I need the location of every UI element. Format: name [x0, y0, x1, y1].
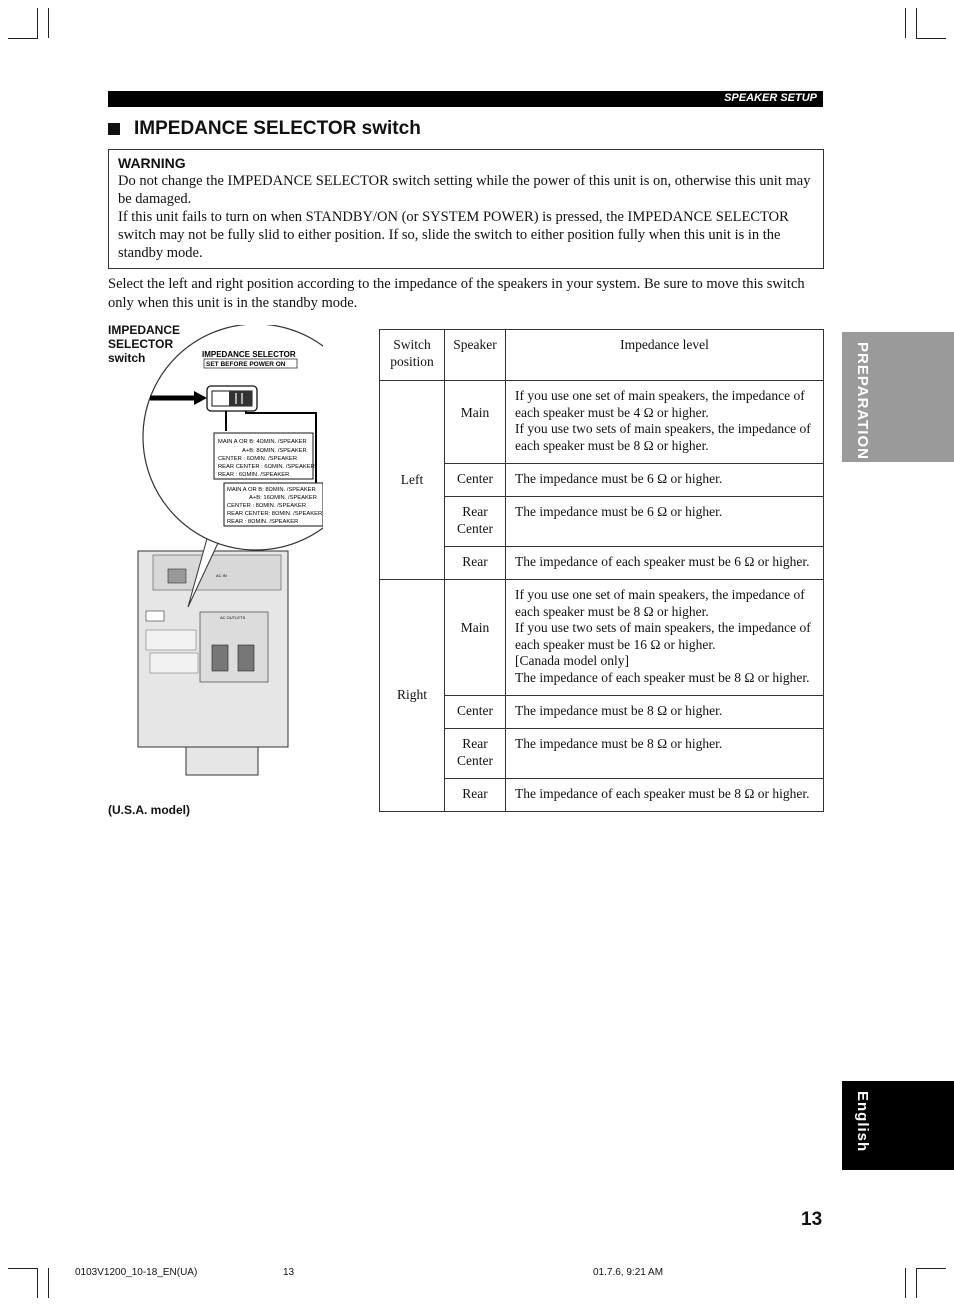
right-plate-row: CENTER : 8ΩMIN. /SPEAKER: [227, 503, 307, 509]
panel-foot: [186, 747, 258, 775]
level-cell: The impedance must be 6 Ω or higher.: [506, 497, 824, 547]
crop-mark: [916, 1268, 946, 1269]
footer-page: 13: [283, 1267, 295, 1278]
page-number: 13: [801, 1209, 823, 1230]
left-plate-row: CENTER : 6ΩMIN. /SPEAKER: [218, 456, 298, 462]
section-title: SPEAKER SETUP: [724, 92, 817, 104]
crop-mark: [8, 38, 38, 39]
crop-mark: [48, 1268, 49, 1298]
right-plate-row: MAIN A OR B: 8ΩMIN. /SPEAKER: [227, 487, 316, 493]
table-row: [380, 729, 824, 779]
level-cell: If you use one set of main speakers, the impedance of each speaker must be 8 Ω or higher. If you use two sets of main speakers, the impedance of each speaker must be 16 Ω or higher. [Canada model only] The impedance of each speaker must be 8 Ω or higher.: [506, 580, 824, 696]
left-plate-row: REAR CENTER : 6ΩMIN. /SPEAKER: [218, 464, 315, 470]
diagram-label-line: SELECTOR: [108, 337, 174, 351]
intro-paragraph: Select the left and right position according to the impedance of the speakers in your system. Be sure to move this switch only when this unit is in the standby mode.: [108, 276, 805, 311]
left-plate-row: MAIN A OR B: 4ΩMIN. /SPEAKER: [218, 439, 307, 445]
switch-slider: [229, 391, 252, 406]
impedance-switch-diagram: [108, 325, 323, 785]
level-cell: The impedance of each speaker must be 8 Ω or higher.: [506, 779, 824, 812]
level-cell: The impedance must be 6 Ω or higher.: [506, 464, 824, 497]
crop-mark: [48, 8, 49, 38]
right-plate-row: REAR : 8ΩMIN. /SPEAKER: [227, 519, 299, 525]
section-header-bar: [108, 91, 823, 107]
ac-in-label: AC IN: [216, 573, 227, 578]
crop-mark: [37, 1268, 38, 1298]
position-cell: Left: [380, 381, 445, 580]
ac-inlet-icon: [168, 569, 186, 583]
speaker-cell: Center: [445, 696, 506, 729]
speaker-cell: Main: [445, 580, 506, 696]
warning-box: [108, 149, 824, 269]
level-cell: The impedance must be 8 Ω or higher.: [506, 696, 824, 729]
header-switch-position: Switch position: [380, 330, 445, 381]
speaker-cell: Rear: [445, 547, 506, 580]
speaker-cell: Rear Center: [445, 729, 506, 779]
small-label-plate: [146, 630, 196, 650]
small-label-plate: [150, 653, 198, 673]
table-row: [380, 464, 824, 497]
model-note: (U.S.A. model): [108, 803, 191, 817]
crop-mark: [905, 8, 906, 38]
warning-paragraph-2: If this unit fails to turn on when STANDBY/ON (or SYSTEM POWER) is pressed, the IMPEDANCE SELECTOR switch may not be fully slid to either position. If so, slide the switch to either position fully when this unit is in the standby mode.: [118, 209, 789, 261]
table-row: [380, 547, 824, 580]
footer-timestamp: 01.7.6, 9:21 AM: [593, 1267, 664, 1278]
header-impedance-level: Impedance level: [506, 330, 824, 381]
table-row: [380, 779, 824, 812]
ac-outlets-label: AC OUTLETS: [220, 615, 246, 620]
crop-mark: [916, 1268, 917, 1298]
speaker-cell: Rear: [445, 779, 506, 812]
right-plate-row: A+B: 16ΩMIN. /SPEAKER: [249, 495, 317, 501]
tab-english: [842, 1081, 954, 1170]
outlet-icon: [238, 645, 254, 671]
level-cell: If you use one set of main speakers, the impedance of each speaker must be 4 Ω or higher. If you use two sets of main speakers, the impedance of each speaker must be 8 Ω or higher.: [506, 381, 824, 464]
heading-text: IMPEDANCE SELECTOR switch: [134, 118, 421, 139]
level-cell: The impedance of each speaker must be 6 Ω or higher.: [506, 547, 824, 580]
panel-subtitle: SET BEFORE POWER ON: [206, 361, 286, 368]
table-row: [380, 580, 824, 696]
table-header-row: [380, 330, 824, 381]
diagram-label-line: switch: [108, 351, 146, 365]
panel-title: IMPEDANCE SELECTOR: [202, 350, 296, 359]
crop-mark: [916, 8, 917, 38]
table-row: [380, 696, 824, 729]
bullet-square-icon: [108, 123, 120, 135]
footer-doc-id: 0103V1200_10-18_EN(UA): [75, 1267, 198, 1278]
table-row: [380, 381, 824, 464]
level-cell: The impedance must be 8 Ω or higher.: [506, 729, 824, 779]
right-plate-row: REAR CENTER: 8ΩMIN. /SPEAKER: [227, 511, 323, 517]
crop-mark: [916, 38, 946, 39]
page-heading: [108, 118, 421, 140]
outlet-icon: [212, 645, 228, 671]
warning-paragraph-1: Do not change the IMPEDANCE SELECTOR switch setting while the power of this unit is on, otherwise this unit may be damaged.: [118, 173, 811, 207]
tab-english-label: English: [854, 1091, 871, 1153]
impedance-table: [379, 329, 824, 812]
small-switch-icon: [146, 611, 164, 621]
header-speaker: Speaker: [445, 330, 506, 381]
speaker-cell: Rear Center: [445, 497, 506, 547]
speaker-cell: Center: [445, 464, 506, 497]
crop-mark: [8, 1268, 38, 1269]
tab-preparation: [842, 332, 954, 462]
tab-preparation-label: PREPARATION: [854, 342, 871, 460]
left-plate-row: A+B: 8ΩMIN. /SPEAKER: [242, 448, 307, 454]
table-row: [380, 497, 824, 547]
speaker-cell: Main: [445, 381, 506, 464]
position-cell: Right: [380, 580, 445, 812]
ac-outlets-panel: [200, 612, 268, 682]
crop-mark: [905, 1268, 906, 1298]
diagram-label-line: IMPEDANCE: [108, 323, 181, 337]
warning-title: WARNING: [118, 155, 186, 171]
crop-mark: [37, 8, 38, 38]
left-plate-row: REAR : 6ΩMIN. /SPEAKER: [218, 472, 290, 478]
